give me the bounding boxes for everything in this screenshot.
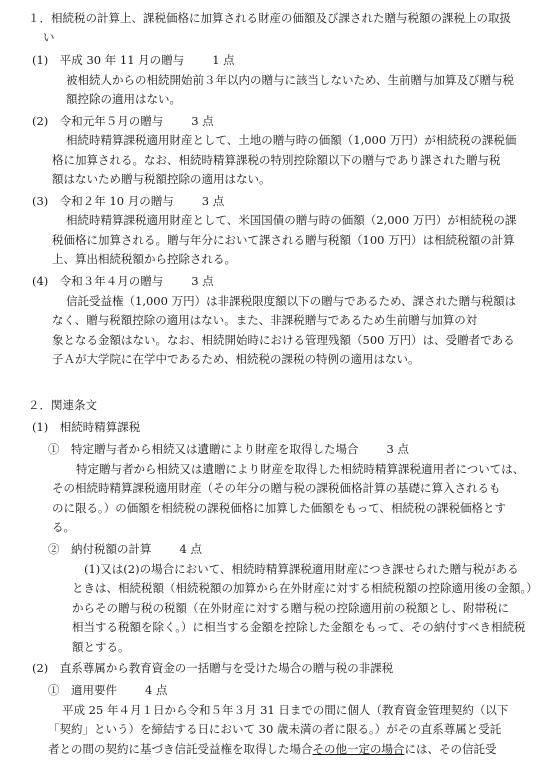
clause-1-text: その相続時精算課税適用財産（その年分の贈与税の課税価格計算の基礎に算入されるも [52,481,501,495]
item-4-points: 3 点 [191,274,214,288]
item-2-text: 格に加算される。なお、相続時精算課税の特別控除額以下の贈与であり課された贈与税 [52,153,501,167]
clause-1-title: ① 特定贈与者から相続又は遺贈により財産を取得した場合 [48,442,359,456]
clause-2-heading [48,540,202,560]
item-1-title: (1) 平成 30 年 11 月の贈与 [32,53,185,67]
underlined-phrase: その他一定の場合 [312,742,405,756]
section-1-heading-wrap: い [43,30,55,44]
clause-2-text: (1)又は(2)の場合において、相続時精算課税適用財産につき課せられた贈与税がある [84,562,519,576]
item-3-text: 上、算出相続税額から控除される。 [52,252,236,266]
item-3-heading [32,192,224,212]
item-1-heading [32,51,235,71]
item-2-text: 額はないため贈与税額控除の適用はない。 [52,172,271,186]
item-2-text: 相続時精算課税適用財産として、土地の贈与時の価額（1,000 万円）が相続税の課税価 [66,133,517,147]
item-3-text: 税価格に加算される。贈与年分において課される贈与税額（100 万円）は相続税額の計算 [52,233,515,247]
section-2-heading: ２．関連条文 [28,398,97,412]
clause-1-points: 3 点 [386,442,409,456]
clause-2-text: 相当する税額を除く。）に相当する金額を控除した金額をもって、その納付すべき相続税 [72,620,526,634]
clause-1-text: のに限る。）の価額を相続税の課税価格に加算した価額をもって、相続税の課税価格とす [52,501,507,515]
item-4-text: 子Ａが大学院に在学中であるため、相続税の課税の特例の適用はない。 [52,352,420,366]
section-1-heading: １．相続税の計算上、課税価格に加算される財産の価額及び課された贈与税額の課税上の取扱 [28,11,511,25]
clause-3-points: 4 点 [145,683,168,697]
clause-3-text-part: 者との間の契約に基づき信託受益権を取得した場合 [48,742,313,756]
clause-1-text: 特定贈与者から相続又は遺贈により財産を取得した相続時精算課税適用者については、 [76,462,525,476]
clause-3-text: 平成 25 年４月１日から令和５年３月 31 日までの間に個人（教育資金管理契約（以下 [62,703,509,717]
subsection-2-title: (2) 直系尊属から教育資金の一括贈与を受けた場合の贈与税の非課税 [32,661,394,675]
clause-3-text [48,740,497,760]
clause-2-text: 額とする。 [72,640,130,654]
item-4-text: 信託受益権（1,000 万円）は非課税限度額以下の贈与であるため、課された贈与税額は [66,294,517,308]
item-4-title: (4) 令和３年４月の贈与 [32,274,164,288]
clause-3-text-part: には、その信託受 [404,742,497,756]
item-3-text: 相続時精算課税適用財産として、米国国債の贈与時の価額（2,000 万円）が相続税の課 [66,213,517,227]
subsection-1-title: (1) 相続時精算課税 [32,420,141,434]
item-2-heading [32,112,214,132]
clause-3-title: ① 適用要件 [48,683,117,697]
clause-2-text: からその贈与税の税額（在外財産に対する贈与税の控除適用前の税額とし、附帯税に [72,601,509,615]
item-4-text: なく、贈与税額控除の適用はない。また、非課税贈与であるため生前贈与加算の対 [52,313,478,327]
item-4-heading [32,272,214,292]
clause-1-text: る。 [52,520,75,534]
item-2-points: 3 点 [191,114,214,128]
clause-1-heading [48,440,409,460]
item-1-points: 1 点 [212,53,235,67]
clause-2-title: ② 納付税額の計算 [48,542,152,556]
item-3-title: (3) 令和２年 10 月の贈与 [32,194,174,208]
clause-3-heading [48,681,167,701]
clause-2-text: ときは、相続税額（相続税額の加算から在外財産に対する相続税額の控除適用後の金額。） [72,581,538,595]
clause-3-text: 「契約」という）を締結する日において 30 歳未満の者に限る。）がその直系尊属と受託 [48,722,502,736]
item-3-points: 3 点 [201,194,225,208]
item-1-text: 額控除の適用はない。 [66,92,181,106]
clause-2-points: 4 点 [179,542,202,556]
item-4-text: 象となる金額はない。なお、相続開始時における管理残額（500 万円）は、受贈者である [52,333,515,347]
item-1-text: 被相続人からの相続開始前３年以内の贈与に該当しないため、生前贈与加算及び贈与税 [66,73,515,87]
item-2-title: (2) 令和元年５月の贈与 [32,114,164,128]
